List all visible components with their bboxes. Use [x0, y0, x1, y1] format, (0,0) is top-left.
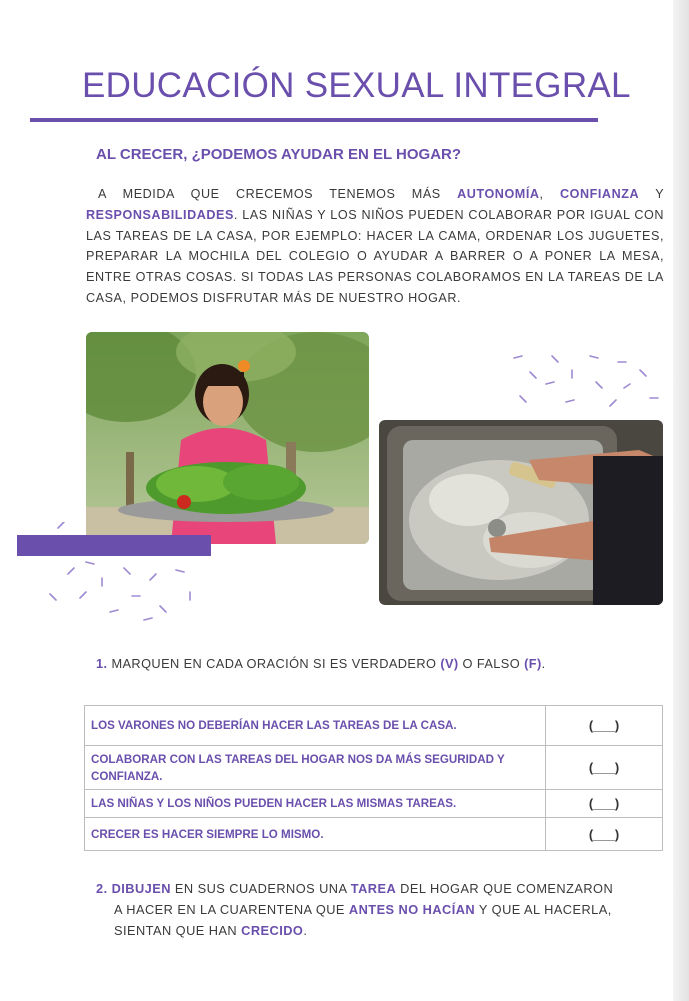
table-row	[85, 746, 663, 790]
intro-text-1: A MEDIDA QUE CRECEMOS TENEMOS MÁS	[98, 187, 458, 201]
answer-blank[interactable]: (___)	[546, 818, 663, 851]
activity-2-text-1: EN SUS CUADERNOS UNA	[170, 881, 351, 896]
activity-2-line-2	[96, 900, 664, 921]
activity-2-line-3	[96, 921, 664, 942]
table-row	[85, 706, 663, 746]
keyword-autonomia: AUTONOMÍA	[457, 187, 540, 201]
statement-cell: LOS VARONES NO DEBERÍAN HACER LAS TAREAS DE LA CASA.	[85, 706, 546, 746]
statement-cell: CRECER ES HACER SIEMPRE LO MISMO.	[85, 818, 546, 851]
activity-1-text-c: .	[541, 656, 546, 671]
label-falso: (F)	[524, 656, 542, 671]
keyword-crecido: CRECIDO	[241, 922, 304, 938]
keyword-confianza: CONFIANZA	[560, 187, 640, 201]
activity-1-text-b: O FALSO	[458, 656, 525, 671]
intro-paragraph	[86, 184, 664, 309]
intro-sep-2: Y	[639, 187, 664, 201]
keyword-responsabilidades: RESPONSABILIDADES	[86, 207, 234, 222]
activity-2-number: 2.	[96, 881, 108, 896]
title-underline	[30, 118, 598, 122]
activity-2-text-3: A HACER EN LA CUARENTENA QUE	[114, 901, 349, 917]
keyword-antes-no-hacian: ANTES NO HACÍAN	[348, 901, 476, 917]
page-title: EDUCACIÓN SEXUAL INTEGRAL	[82, 66, 631, 105]
intro-text-2: . LAS NIÑAS Y LOS NIÑOS PUEDEN COLABORAR POR IGUAL CON LAS TAREAS DE LA CASA, POR EJEMPLO: HACER LA CAMA, ORDENAR LOS JUGUETES, PREPARAR LA MOCHILA DEL COLEGIO O AYUDAR A BARRER O A PONER LA MESA, ENTRE OTRAS COSAS. SI TODAS LAS PERSONAS COLABORAMOS EN LA TAREAS DE LA CASA, PODEMOS DISFRUTAR MÁS DE NUESTRO HOGAR.	[86, 207, 664, 305]
table-row	[85, 790, 663, 818]
activity-2-text-5: SIENTAN QUE HAN	[114, 922, 242, 938]
answer-blank[interactable]: (___)	[546, 706, 663, 746]
photo-girl-with-vegetables	[86, 332, 369, 544]
keyword-dibujen: DIBUJEN	[111, 881, 171, 896]
activity-2-text-4: Y QUE AL HACERLA,	[475, 901, 612, 917]
label-verdadero: (V)	[440, 656, 459, 671]
intro-sep-1: ,	[539, 187, 560, 201]
activity-2-text-2: DEL HOGAR QUE COMENZARON	[396, 881, 614, 896]
keyword-tarea: TAREA	[350, 881, 397, 896]
statement-cell: LAS NIÑAS Y LOS NIÑOS PUEDEN HACER LAS MISMAS TAREAS.	[85, 790, 546, 818]
section-subtitle: AL CRECER, ¿PODEMOS AYUDAR EN EL HOGAR?	[96, 146, 462, 163]
statement-cell: COLABORAR CON LAS TAREAS DEL HOGAR NOS DA MÁS SEGURIDAD Y CONFIANZA.	[85, 746, 546, 790]
activity-2-text-6: .	[303, 922, 308, 938]
decorative-purple-bar	[17, 535, 211, 556]
page-edge-shadow	[673, 0, 689, 1001]
activity-2-instruction	[96, 879, 664, 941]
photo-washing-sink	[379, 420, 663, 605]
table-row	[85, 818, 663, 851]
activity-1-number: 1.	[96, 656, 108, 671]
activity-1-instruction	[96, 656, 546, 671]
confetti-decoration-top	[500, 348, 670, 420]
answer-blank[interactable]: (___)	[546, 746, 663, 790]
answer-blank[interactable]: (___)	[546, 790, 663, 818]
true-false-table	[84, 705, 663, 851]
activity-1-text-a: MARQUEN EN CADA ORACIÓN SI ES VERDADERO	[107, 656, 441, 671]
